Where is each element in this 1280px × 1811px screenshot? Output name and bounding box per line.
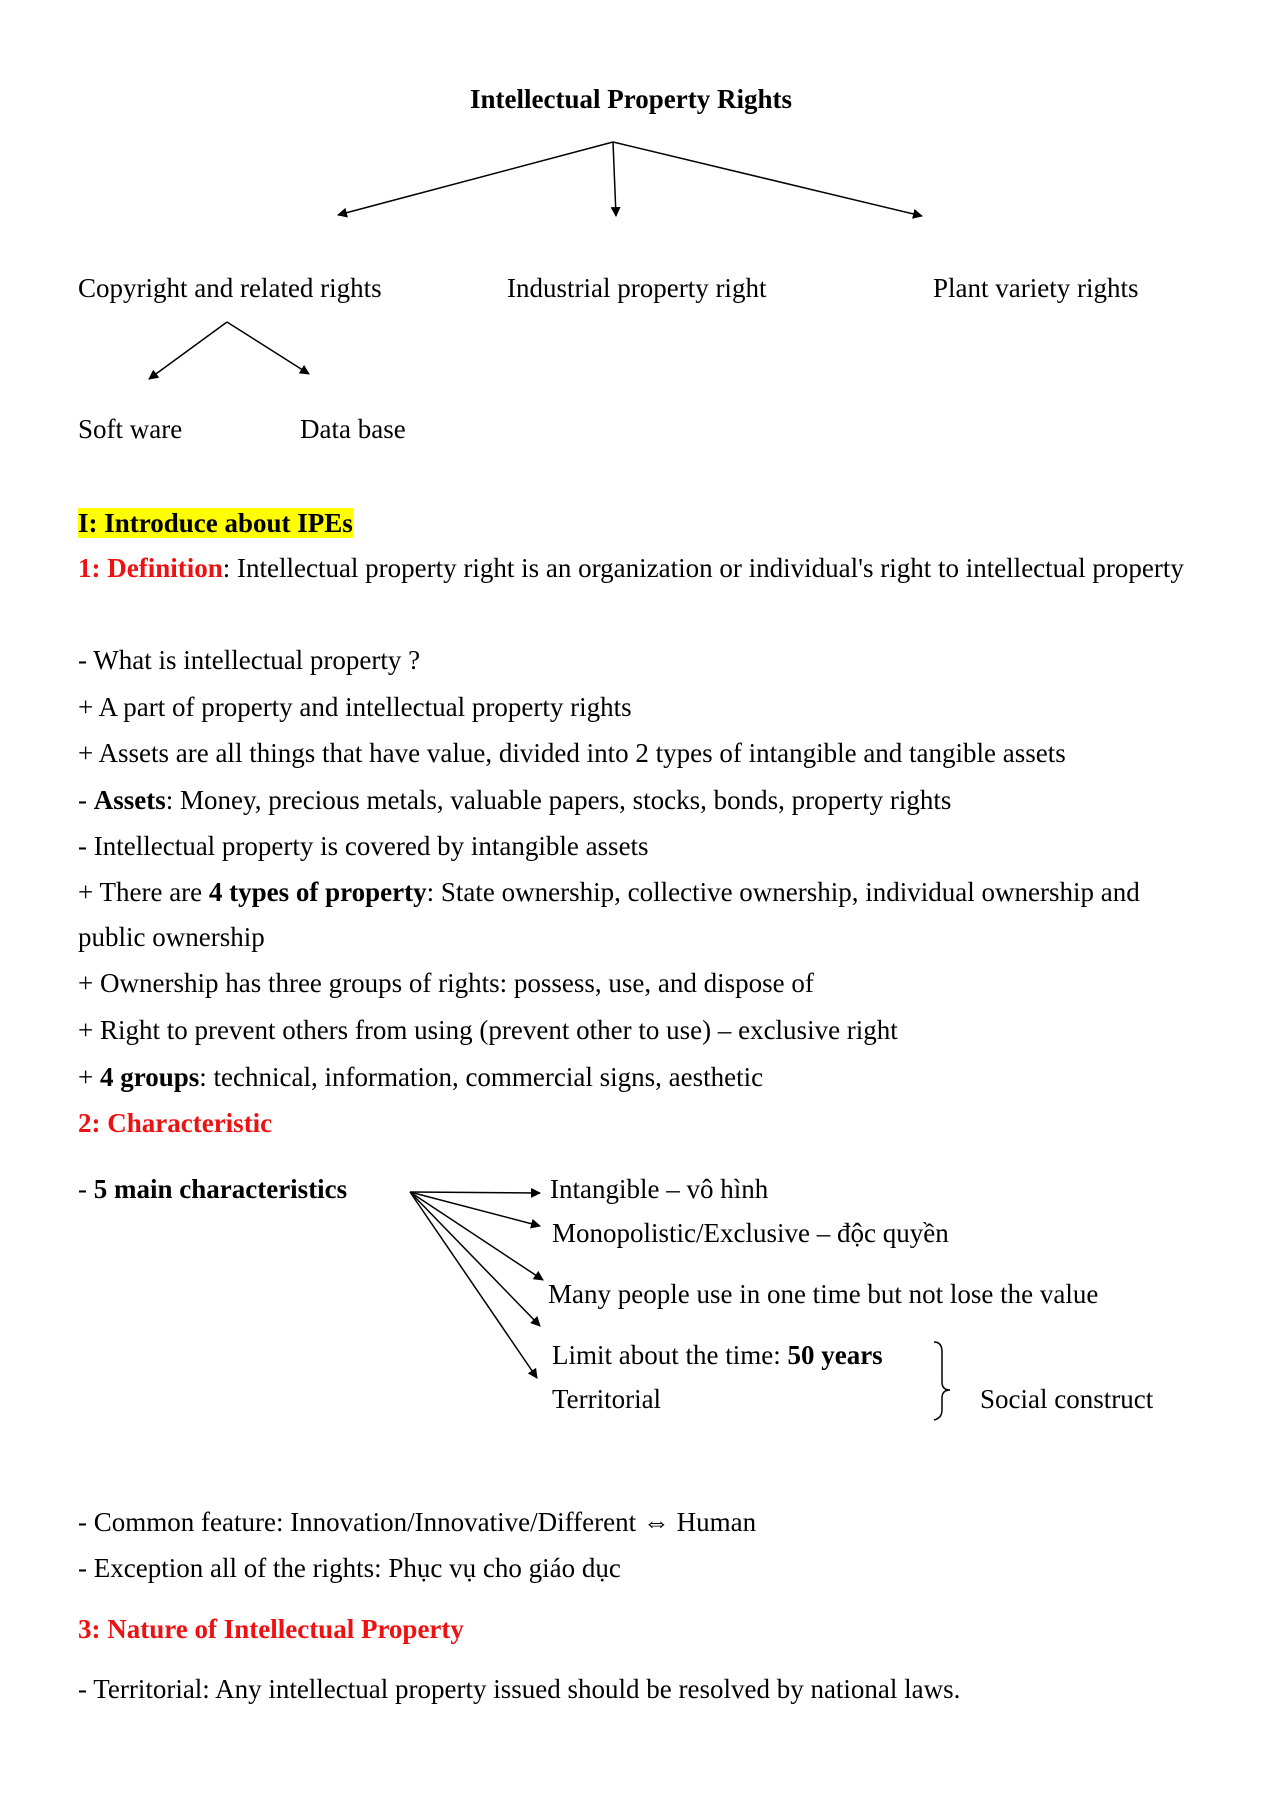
line-types <box>78 870 1208 960</box>
arrow-to-many-people <box>410 1192 543 1280</box>
assets-prefix: - <box>78 785 94 815</box>
limit-text: Limit about the time: <box>552 1340 788 1370</box>
groups-rest: : technical, information, commercial signs, aesthetic <box>199 1062 764 1092</box>
line-groups <box>78 1061 763 1093</box>
child-software: Soft ware <box>78 414 183 444</box>
branch-plant: Plant variety rights <box>933 273 1139 303</box>
line-assets-value: + Assets are all things that have value, divided into 2 types of intangible and tangible assets <box>78 738 1066 768</box>
arrow-to-plant <box>613 142 922 216</box>
definition-label: 1: Definition <box>78 553 223 583</box>
social-construct: Social construct <box>980 1384 1154 1414</box>
main-bold: 5 main characteristics <box>93 1174 348 1204</box>
child-database: Data base <box>300 414 406 444</box>
branch-industrial: Industrial property right <box>507 273 767 303</box>
types-bold: 4 types of property <box>208 877 427 907</box>
char-limit <box>552 1339 883 1371</box>
arrow-to-intangible <box>410 1192 540 1193</box>
exception-line: - Exception all of the rights: Phục vụ cho giáo dục <box>78 1553 621 1583</box>
territorial-line: - Territorial: Any intellectual property issued should be resolved by national laws. <box>78 1674 961 1704</box>
assets-bold: Assets <box>93 785 166 815</box>
groups-bold: 4 groups <box>99 1062 200 1092</box>
line-part-of: + A part of property and intellectual property rights <box>78 692 632 722</box>
char-intangible: Intangible – vô hình <box>550 1174 769 1204</box>
limit-bold: 50 years <box>787 1340 883 1370</box>
branch-copyright: Copyright and related rights <box>78 273 382 303</box>
arrow-to-limit <box>410 1192 540 1326</box>
line-prevent: + Right to prevent others from using (prevent other to use) – exclusive right <box>78 1015 898 1045</box>
right-brace <box>934 1342 950 1420</box>
section2-heading: 2: Characteristic <box>78 1108 273 1138</box>
main-prefix: - <box>78 1174 94 1204</box>
types-rest: : State ownership, collective ownership, individual ownership and public ownership <box>78 877 1140 952</box>
char-territorial: Territorial <box>552 1384 662 1414</box>
arrow-to-industrial <box>613 142 616 216</box>
char-monopolistic: Monopolistic/Exclusive – độc quyền <box>552 1218 949 1248</box>
char-many-people: Many people use in one time but not lose the value <box>548 1279 1099 1309</box>
assets-rest: : Money, precious metals, valuable papers, stocks, bonds, property rights <box>165 785 952 815</box>
diagram-title: Intellectual Property Rights <box>470 84 792 114</box>
arrow-to-database <box>227 322 309 374</box>
section3-heading: 3: Nature of Intellectual Property <box>78 1614 464 1644</box>
common-feature: - Common feature: Innovation/Innovative/Different ⇔ Human <box>78 1507 757 1537</box>
definition-paragraph <box>78 546 1208 591</box>
line-ownership: + Ownership has three groups of rights: possess, use, and dispose of <box>78 968 814 998</box>
arrow-to-software <box>149 322 227 379</box>
section1-heading-text: I: Introduce about IPEs <box>78 508 353 538</box>
types-prefix: + There are <box>78 877 209 907</box>
line-assets <box>78 784 951 816</box>
line-intangible: - Intellectual property is covered by intangible assets <box>78 831 649 861</box>
groups-prefix: + <box>78 1062 100 1092</box>
main-characteristics <box>78 1173 347 1205</box>
line-what-is: - What is intellectual property ? <box>78 645 421 675</box>
arrow-to-copyright <box>338 142 613 215</box>
section1-heading <box>78 507 353 539</box>
definition-text: : Intellectual property right is an organization or individual's right to intellectual property <box>222 553 1184 583</box>
